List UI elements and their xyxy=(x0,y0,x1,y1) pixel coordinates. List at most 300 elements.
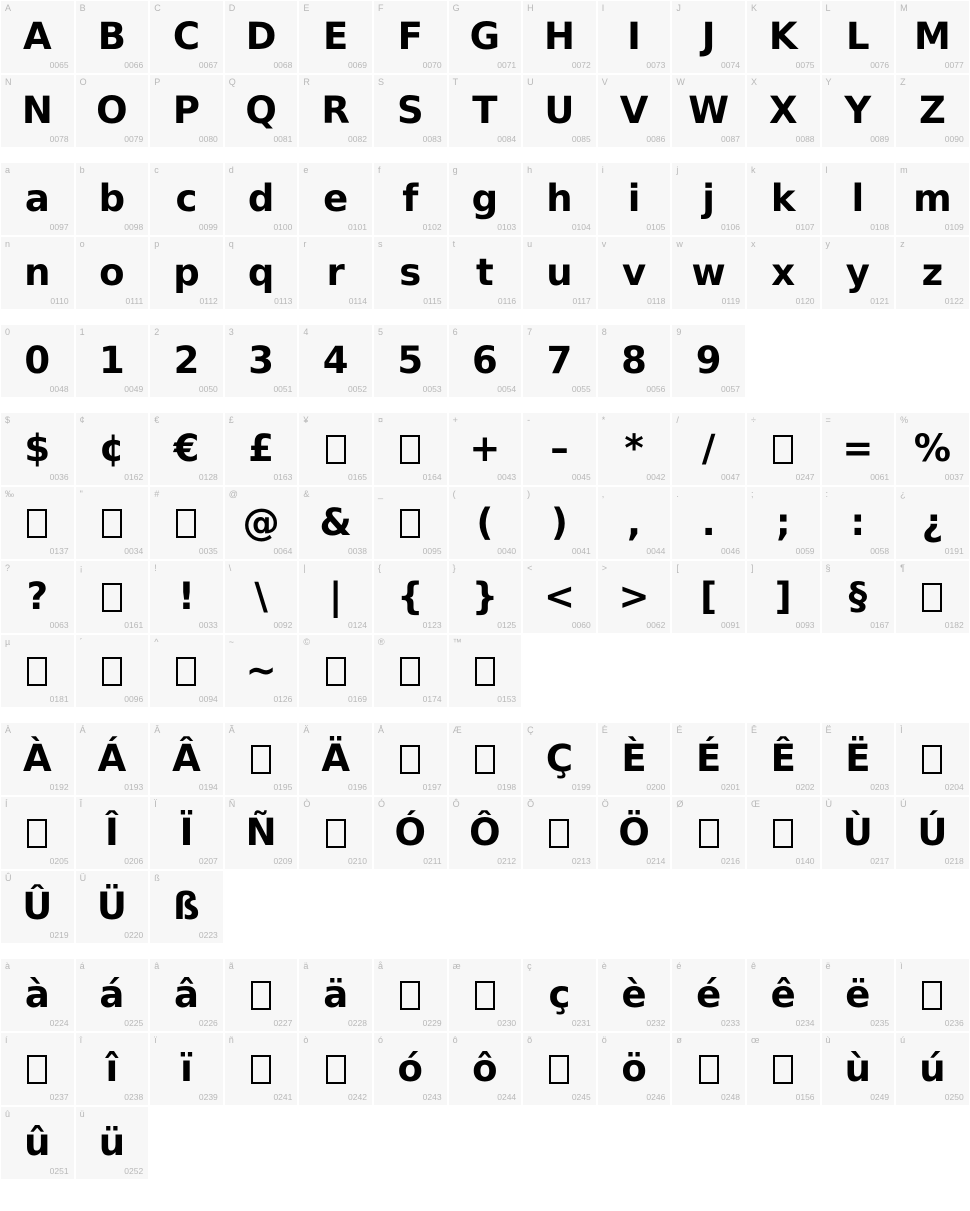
glyph-cell[interactable] xyxy=(448,634,523,708)
glyph-cell-code: 0038 xyxy=(348,546,367,556)
glyph-cell[interactable] xyxy=(298,486,373,560)
glyph-character: \ xyxy=(254,575,268,618)
glyph-cell[interactable] xyxy=(746,236,821,310)
glyph-cell[interactable] xyxy=(448,1032,523,1106)
glyph-cell-code: 0058 xyxy=(870,546,890,556)
glyph-cell[interactable] xyxy=(895,236,970,310)
glyph-cell-code: 0219 xyxy=(49,930,69,940)
glyph-character: Ï xyxy=(179,811,194,854)
glyph-cell[interactable] xyxy=(597,74,672,148)
glyph-cell[interactable] xyxy=(373,796,448,870)
glyph-cell-label: õ xyxy=(527,1035,533,1045)
glyph-character: Â xyxy=(172,737,201,780)
glyph-cell[interactable] xyxy=(298,560,373,634)
glyph-cell[interactable] xyxy=(746,796,821,870)
glyph-character: , xyxy=(627,501,642,544)
glyph-cell-label: q xyxy=(228,239,234,249)
glyph-cell-label: ÷ xyxy=(750,415,756,425)
glyph-cell[interactable] xyxy=(671,162,746,236)
glyph-cell-label: u xyxy=(527,239,533,249)
glyph-cell[interactable] xyxy=(149,236,224,310)
glyph-cell[interactable] xyxy=(671,236,746,310)
glyph-cell-label: N xyxy=(5,77,12,87)
glyph-cell-code: 0075 xyxy=(795,60,815,70)
glyph-cell-code: 0165 xyxy=(348,472,367,482)
glyph-cell[interactable] xyxy=(224,958,299,1032)
glyph-cell[interactable] xyxy=(895,74,970,148)
glyph-cell-label: 2 xyxy=(154,327,160,337)
glyph-cell[interactable] xyxy=(522,486,597,560)
glyph-character: 9 xyxy=(695,339,722,382)
glyph-cell[interactable] xyxy=(0,1032,75,1106)
glyph-cell-label: U xyxy=(527,77,534,87)
glyph-cell[interactable] xyxy=(448,236,523,310)
glyph-cell[interactable] xyxy=(671,486,746,560)
glyph-cell[interactable] xyxy=(746,1032,821,1106)
glyph-cell[interactable] xyxy=(671,560,746,634)
glyph-cell[interactable] xyxy=(821,486,896,560)
glyph-cell[interactable] xyxy=(671,324,746,398)
glyph-cell[interactable] xyxy=(0,412,75,486)
glyph-cell-label: Y xyxy=(825,77,832,87)
glyph-cell[interactable] xyxy=(522,324,597,398)
glyph-cell[interactable] xyxy=(448,560,523,634)
glyph-cell-code: 0047 xyxy=(721,472,740,482)
glyph-cell[interactable] xyxy=(522,1032,597,1106)
glyph-cell[interactable] xyxy=(298,1032,373,1106)
glyph-notdef xyxy=(1,501,74,545)
glyph-character: U xyxy=(544,89,575,132)
glyph-cell[interactable] xyxy=(522,236,597,310)
glyph-cell[interactable] xyxy=(597,796,672,870)
glyph-cell[interactable] xyxy=(448,0,523,74)
glyph-character: c xyxy=(175,177,198,220)
glyph-cell[interactable] xyxy=(373,236,448,310)
glyph-character: X xyxy=(768,89,798,132)
glyph-cell-code: 0092 xyxy=(273,620,293,630)
glyph-cell[interactable] xyxy=(373,162,448,236)
glyph-cell[interactable] xyxy=(0,722,75,796)
glyph-cell-label: ò xyxy=(303,1035,309,1045)
glyph-cell[interactable] xyxy=(0,486,75,560)
glyph-cell-code: 0068 xyxy=(273,60,293,70)
glyph-cell[interactable] xyxy=(75,412,150,486)
notdef-box-icon xyxy=(251,1055,271,1084)
glyph-cell-label: d xyxy=(228,165,234,175)
glyph-character: M xyxy=(914,15,951,58)
glyph-cell-label: o xyxy=(79,239,85,249)
notdef-box-icon xyxy=(251,981,271,1010)
glyph-cell[interactable] xyxy=(224,236,299,310)
glyph-character: l xyxy=(851,177,865,220)
glyph-cell[interactable] xyxy=(373,722,448,796)
glyph-cell-code: 0198 xyxy=(497,782,517,792)
glyph-cell[interactable] xyxy=(746,412,821,486)
glyph-cell[interactable] xyxy=(0,796,75,870)
glyph-cell[interactable] xyxy=(522,722,597,796)
glyph-cell[interactable] xyxy=(149,634,224,708)
glyph-cell[interactable] xyxy=(149,870,224,944)
glyph-cell-code: 0211 xyxy=(423,856,442,866)
glyph-cell[interactable] xyxy=(597,1032,672,1106)
glyph-notdef xyxy=(374,427,447,471)
glyph-cell[interactable] xyxy=(597,324,672,398)
glyph-cell-code: 0238 xyxy=(124,1092,144,1102)
glyph-cell[interactable] xyxy=(821,560,896,634)
glyph-cell[interactable] xyxy=(597,722,672,796)
glyph-cell-code: 0164 xyxy=(422,472,442,482)
glyph-cell[interactable] xyxy=(149,958,224,1032)
glyph-cell-label: P xyxy=(154,77,161,87)
glyph-cell[interactable] xyxy=(522,162,597,236)
glyph-cell[interactable] xyxy=(224,796,299,870)
glyph-cell[interactable] xyxy=(597,412,672,486)
glyph-cell-code: 0236 xyxy=(944,1018,964,1028)
glyph-cell[interactable] xyxy=(522,796,597,870)
glyph-cell[interactable] xyxy=(75,796,150,870)
glyph-cell-label: È xyxy=(601,725,608,735)
glyph-cell-label: Ã xyxy=(228,725,235,735)
glyph-cell[interactable] xyxy=(895,796,970,870)
glyph-cell[interactable] xyxy=(895,162,970,236)
glyph-notdef xyxy=(374,737,447,781)
glyph-character: i xyxy=(627,177,641,220)
glyph-notdef xyxy=(1,811,74,855)
glyph-character: ç xyxy=(548,973,571,1016)
glyph-cell[interactable] xyxy=(149,486,224,560)
glyph-cell[interactable] xyxy=(671,958,746,1032)
glyph-cell[interactable] xyxy=(821,722,896,796)
glyph-cell[interactable] xyxy=(75,324,150,398)
glyph-cell[interactable] xyxy=(821,796,896,870)
glyph-cell[interactable] xyxy=(373,1032,448,1106)
glyph-cell[interactable] xyxy=(821,236,896,310)
glyph-character: o xyxy=(99,251,125,294)
glyph-cell[interactable] xyxy=(0,0,75,74)
glyph-character: â xyxy=(174,973,199,1016)
glyph-character: T xyxy=(472,89,498,132)
glyph-cell[interactable] xyxy=(224,324,299,398)
glyph-cell[interactable] xyxy=(149,412,224,486)
glyph-cell[interactable] xyxy=(746,74,821,148)
glyph-cell-label: t xyxy=(452,239,456,249)
glyph-cell[interactable] xyxy=(746,486,821,560)
glyph-cell[interactable] xyxy=(149,1032,224,1106)
glyph-cell[interactable] xyxy=(224,722,299,796)
glyph-cell[interactable] xyxy=(895,0,970,74)
glyph-cell[interactable] xyxy=(746,722,821,796)
notdef-box-icon xyxy=(400,745,420,774)
glyph-cell[interactable] xyxy=(0,958,75,1032)
glyph-cell-code: 0121 xyxy=(870,296,890,306)
glyph-cell-code: 0235 xyxy=(870,1018,890,1028)
glyph-cell-label: L xyxy=(825,3,831,13)
glyph-character: / xyxy=(701,427,716,470)
glyph-cell[interactable] xyxy=(522,560,597,634)
glyph-cell[interactable] xyxy=(298,958,373,1032)
glyph-cell[interactable] xyxy=(821,0,896,74)
glyph-cell[interactable] xyxy=(75,870,150,944)
glyph-character: > xyxy=(618,575,650,618)
glyph-cell-code: 0102 xyxy=(422,222,442,232)
glyph-cell[interactable] xyxy=(746,560,821,634)
glyph-character: W xyxy=(688,89,730,132)
glyph-cell[interactable] xyxy=(224,412,299,486)
glyph-cell[interactable] xyxy=(149,74,224,148)
glyph-cell-label: f xyxy=(377,165,381,175)
glyph-cell[interactable] xyxy=(448,74,523,148)
glyph-cell[interactable] xyxy=(821,74,896,148)
glyph-cell[interactable] xyxy=(671,0,746,74)
glyph-cell[interactable] xyxy=(75,162,150,236)
glyph-cell-label: Ú xyxy=(900,799,907,809)
glyph-notdef xyxy=(1,649,74,693)
glyph-cell[interactable] xyxy=(821,958,896,1032)
glyph-cell-code: 0041 xyxy=(571,546,591,556)
glyph-cell-code: 0033 xyxy=(198,620,218,630)
glyph-character: F xyxy=(397,15,423,58)
glyph-cell[interactable] xyxy=(821,412,896,486)
glyph-cell-code: 0117 xyxy=(572,296,591,306)
glyph-cell[interactable] xyxy=(895,722,970,796)
glyph-cell-code: 0071 xyxy=(497,60,517,70)
glyph-cell[interactable] xyxy=(373,634,448,708)
glyph-cell[interactable] xyxy=(448,324,523,398)
glyph-cell[interactable] xyxy=(75,236,150,310)
glyph-cell[interactable] xyxy=(224,0,299,74)
glyph-cell[interactable] xyxy=(298,722,373,796)
glyph-cell[interactable] xyxy=(75,722,150,796)
glyph-cell[interactable] xyxy=(149,324,224,398)
glyph-cell[interactable] xyxy=(746,162,821,236)
glyph-cell[interactable] xyxy=(75,560,150,634)
glyph-character: I xyxy=(627,15,641,58)
glyph-cell[interactable] xyxy=(75,1032,150,1106)
glyph-character: È xyxy=(621,737,647,780)
glyph-cell[interactable] xyxy=(75,486,150,560)
glyph-cell-code: 0116 xyxy=(497,296,517,306)
glyph-character: Y xyxy=(844,89,872,132)
glyph-notdef xyxy=(225,973,298,1017)
glyph-cell[interactable] xyxy=(149,162,224,236)
glyph-character: ô xyxy=(472,1047,498,1090)
glyph-cell[interactable] xyxy=(0,560,75,634)
glyph-cell-label: Å xyxy=(377,725,384,735)
glyph-cell[interactable] xyxy=(671,796,746,870)
glyph-cell[interactable] xyxy=(0,74,75,148)
glyph-cell-label: C xyxy=(154,3,161,13)
glyph-cell-code: 0063 xyxy=(49,620,69,630)
glyph-cell[interactable] xyxy=(373,412,448,486)
glyph-cell-code: 0082 xyxy=(348,134,367,144)
glyph-cell-code: 0070 xyxy=(422,60,442,70)
glyph-cell-code: 0162 xyxy=(124,472,144,482)
glyph-cell[interactable] xyxy=(224,560,299,634)
glyph-cell[interactable] xyxy=(75,958,150,1032)
glyph-cell-code: 0212 xyxy=(497,856,517,866)
glyph-cell-label: ; xyxy=(750,489,754,499)
glyph-cell[interactable] xyxy=(224,74,299,148)
glyph-character: ó xyxy=(397,1047,423,1090)
glyph-cell[interactable] xyxy=(298,74,373,148)
glyph-cell[interactable] xyxy=(597,958,672,1032)
glyph-cell-label: - xyxy=(527,415,531,425)
glyph-notdef xyxy=(523,1047,596,1091)
glyph-cell[interactable] xyxy=(522,74,597,148)
glyph-cell[interactable] xyxy=(895,958,970,1032)
glyph-cell[interactable] xyxy=(522,958,597,1032)
glyph-cell-code: 0081 xyxy=(273,134,293,144)
glyph-cell-label: Æ xyxy=(452,725,462,735)
glyph-cell-label: j xyxy=(676,165,679,175)
glyph-cell[interactable] xyxy=(895,560,970,634)
glyph-cell-code: 0210 xyxy=(348,856,367,866)
glyph-cell-code: 0072 xyxy=(571,60,591,70)
glyph-cell[interactable] xyxy=(298,324,373,398)
glyph-cell[interactable] xyxy=(75,634,150,708)
glyph-cell-code: 0197 xyxy=(422,782,442,792)
glyph-cell-label: % xyxy=(900,415,909,425)
glyph-cell-code: 0246 xyxy=(646,1092,666,1102)
glyph-cell[interactable] xyxy=(149,0,224,74)
glyph-cell[interactable] xyxy=(671,1032,746,1106)
glyph-character: B xyxy=(97,15,126,58)
glyph-cell[interactable] xyxy=(149,722,224,796)
glyph-cell-label: B xyxy=(79,3,86,13)
glyph-notdef xyxy=(225,737,298,781)
glyph-cell[interactable] xyxy=(448,796,523,870)
glyph-cell[interactable] xyxy=(821,162,896,236)
glyph-cell[interactable] xyxy=(373,958,448,1032)
glyph-cell[interactable] xyxy=(895,412,970,486)
glyph-cell[interactable] xyxy=(671,74,746,148)
glyph-cell[interactable] xyxy=(224,1032,299,1106)
glyph-cell[interactable] xyxy=(597,560,672,634)
glyph-cell[interactable] xyxy=(298,0,373,74)
glyph-cell-code: 0095 xyxy=(422,546,442,556)
glyph-cell-label: V xyxy=(601,77,608,87)
glyph-cell-label: [ xyxy=(676,563,679,573)
glyph-cell-code: 0097 xyxy=(49,222,69,232)
glyph-cell[interactable] xyxy=(373,0,448,74)
glyph-cell[interactable] xyxy=(298,796,373,870)
glyph-cell[interactable] xyxy=(448,486,523,560)
glyph-cell[interactable] xyxy=(746,0,821,74)
glyph-cell-label: ç xyxy=(527,961,532,971)
glyph-cell-code: 0056 xyxy=(646,384,666,394)
glyph-character: Ö xyxy=(618,811,650,854)
glyph-cell-label: è xyxy=(601,961,607,971)
notdef-box-icon xyxy=(176,509,196,538)
glyph-cell-code: 0252 xyxy=(124,1166,144,1176)
glyph-cell-code: 0128 xyxy=(198,472,218,482)
glyph-cell-code: 0110 xyxy=(50,296,69,306)
glyph-cell[interactable] xyxy=(746,958,821,1032)
glyph-cell[interactable] xyxy=(597,162,672,236)
glyph-cell[interactable] xyxy=(0,324,75,398)
glyph-cell-code: 0040 xyxy=(497,546,517,556)
glyph-cell-label: : xyxy=(825,489,829,499)
glyph-cell-code: 0099 xyxy=(198,222,218,232)
glyph-cell[interactable] xyxy=(522,412,597,486)
glyph-notdef xyxy=(672,811,745,855)
glyph-cell[interactable] xyxy=(75,1106,150,1180)
glyph-character: ] xyxy=(774,575,792,618)
glyph-cell[interactable] xyxy=(895,1032,970,1106)
glyph-cell[interactable] xyxy=(821,1032,896,1106)
glyph-cell[interactable] xyxy=(0,162,75,236)
glyph-character: û xyxy=(24,1121,51,1164)
glyph-cell[interactable] xyxy=(0,870,75,944)
glyph-cell-label: ´ xyxy=(79,637,83,647)
glyph-cell[interactable] xyxy=(298,236,373,310)
glyph-cell-code: 0049 xyxy=(124,384,144,394)
glyph-cell-label: û xyxy=(5,1109,11,1119)
glyph-character: $ xyxy=(24,427,51,470)
glyph-character: s xyxy=(399,251,422,294)
glyph-cell-code: 0113 xyxy=(274,296,293,306)
glyph-cell[interactable] xyxy=(0,236,75,310)
glyph-cell[interactable] xyxy=(671,412,746,486)
glyph-cell[interactable] xyxy=(671,722,746,796)
glyph-character: j xyxy=(702,177,715,220)
glyph-cell-label: 1 xyxy=(79,327,85,337)
glyph-cell[interactable] xyxy=(895,486,970,560)
glyph-cell-label: î xyxy=(79,1035,83,1045)
glyph-character: b xyxy=(98,177,126,220)
glyph-cell[interactable] xyxy=(373,324,448,398)
glyph-character: Q xyxy=(245,89,277,132)
glyph-cell[interactable] xyxy=(597,236,672,310)
notdef-box-icon xyxy=(773,1055,793,1084)
glyph-cell[interactable] xyxy=(373,560,448,634)
glyph-cell[interactable] xyxy=(448,162,523,236)
glyph-character: r xyxy=(326,251,345,294)
glyph-character: ! xyxy=(178,575,195,618)
glyph-cell[interactable] xyxy=(448,722,523,796)
glyph-cell[interactable] xyxy=(149,560,224,634)
glyph-cell-label: Œ xyxy=(750,799,760,809)
glyph-cell[interactable] xyxy=(149,796,224,870)
glyph-cell[interactable] xyxy=(597,0,672,74)
glyph-cell[interactable] xyxy=(448,958,523,1032)
glyph-cell-label: Ë xyxy=(825,725,832,735)
glyph-character: § xyxy=(848,575,868,618)
glyph-character: . xyxy=(701,501,716,544)
glyph-cell[interactable] xyxy=(373,486,448,560)
glyph-cell[interactable] xyxy=(448,412,523,486)
glyph-cell[interactable] xyxy=(373,74,448,148)
glyph-cell[interactable] xyxy=(298,412,373,486)
glyph-cell[interactable] xyxy=(75,74,150,148)
glyph-cell[interactable] xyxy=(298,162,373,236)
glyph-cell-label: } xyxy=(452,563,456,573)
glyph-character: : xyxy=(850,501,866,544)
glyph-cell[interactable] xyxy=(224,486,299,560)
glyph-cell-code: 0214 xyxy=(646,856,666,866)
glyph-cell[interactable] xyxy=(0,634,75,708)
glyph-cell[interactable] xyxy=(597,486,672,560)
glyph-cell[interactable] xyxy=(522,0,597,74)
glyph-cell[interactable] xyxy=(224,162,299,236)
glyph-cell[interactable] xyxy=(0,1106,75,1180)
glyph-cell[interactable] xyxy=(224,634,299,708)
glyph-character: G xyxy=(469,15,501,58)
glyph-cell-code: 0244 xyxy=(497,1092,517,1102)
glyph-cell[interactable] xyxy=(75,0,150,74)
notdef-box-icon xyxy=(475,745,495,774)
glyph-cell[interactable] xyxy=(298,634,373,708)
